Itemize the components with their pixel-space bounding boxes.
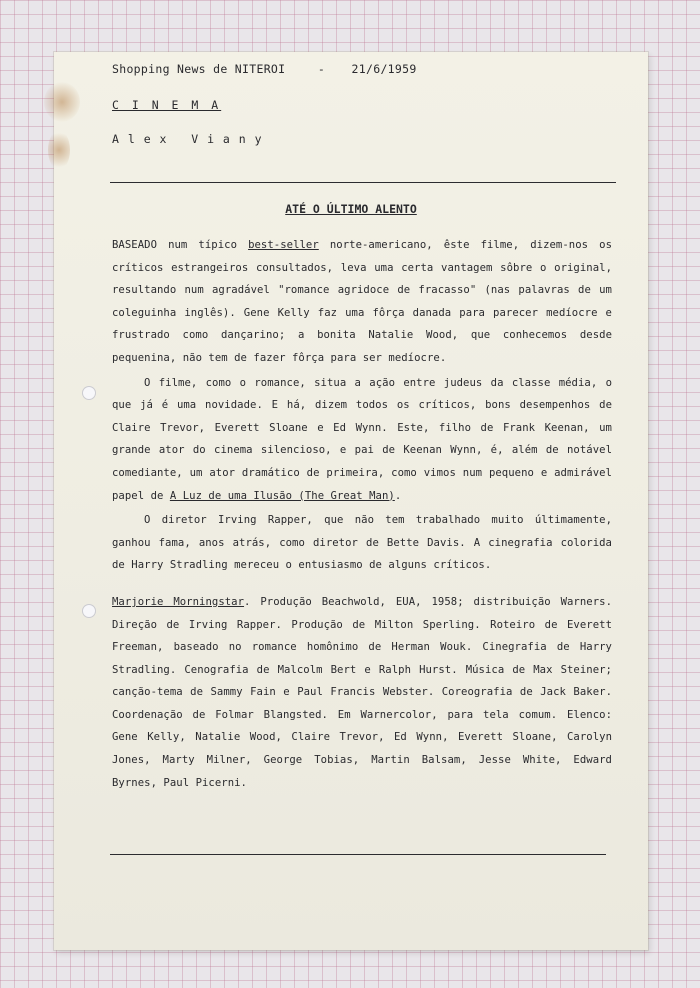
film-reference: A Luz de uma Ilusão (The Great Man) (169, 489, 395, 502)
punch-hole (82, 386, 96, 400)
punch-hole (82, 604, 96, 618)
top-rule (110, 182, 616, 183)
paper-stain (48, 130, 70, 170)
credits-film-title: Marjorie Morningstar (112, 595, 245, 608)
lead-word: BASEADO (112, 239, 157, 251)
typewritten-page (54, 52, 648, 950)
article-title: ATÉ O ÚLTIMO ALENTO (285, 202, 417, 216)
article-body (112, 234, 612, 794)
header-separator: - (317, 62, 326, 76)
paper-stain (44, 82, 80, 122)
paragraph-2: O filme, como o romance, situa a ação entre judeus da classe média, o que já é uma novidade. E há, dizem todos os críticos, bons desempenhos de Claire Trevor, Everett Sloane e Ed Wynn. Este, filho de Frank Keenan, um grande ator do cinema silencioso, e pai de Keenan Wynn, é, além de notável comediante, um ator dramático de primeira, como vimos num pequeno e admirável papel de A Luz de uma Ilusão (The Great Man). (112, 376, 612, 502)
publication-name: Shopping News de NITEROI (112, 62, 286, 76)
header-line (112, 62, 417, 76)
author-name: A l e x V i a n y (112, 132, 263, 146)
paragraph-1: BASEADO num típico best-seller norte-americano, êste filme, dizem-nos os críticos estrangeiros consultados, leva uma certa vantagem sôbre o original, resultando num agradável "romance agridoce de fracasso" (nas palavras de um coleguinha inglês). Gene Kelly faz uma fôrça danada para parecer medíocre e frustrado como dançarino; a bonita Natalie Wood, que conhecemos desde pequenina, não tem de fazer fôrça para ser medíocre. (112, 239, 612, 364)
publication-date: 21/6/1959 (351, 62, 417, 76)
bottom-rule (110, 854, 606, 855)
paragraph-3: O diretor Irving Rapper, que não tem trabalhado muito últimamente, ganhou fama, anos atrás, como diretor de Bette Davis. A cinegrafia colorida de Harry Stradling mereceu o entusiasmo de alguns críticos. (112, 514, 612, 572)
section-title: C I N E M A (112, 98, 222, 112)
credits-paragraph: Marjorie Morningstar. Produção Beachwold, EUA, 1958; distribuição Warners. Direção de Irving Rapper. Produção de Milton Sperling. Roteiro de Everett Freeman, baseado no romance homônimo de Herman Wouk. Cinegrafia de Harry Stradling. Cenografia de Malcolm Bert e Ralph Hurst. Música de Max Steiner; canção-tema de Sammy Fain e Paul Francis Webster. Coreografia de Jack Baker. Coordenação de Folmar Blangsted. Em Warnercolor, para tela comum. Elenco: Gene Kelly, Natalie Wood, Claire Trevor, Ed Wynn, Everett Sloane, Carolyn Jones, Marty Milner, George Tobias, Martin Balsam, Jesse White, Edward Byrnes, Paul Picerni. (112, 595, 612, 789)
best-seller-term: best-seller (248, 239, 319, 251)
